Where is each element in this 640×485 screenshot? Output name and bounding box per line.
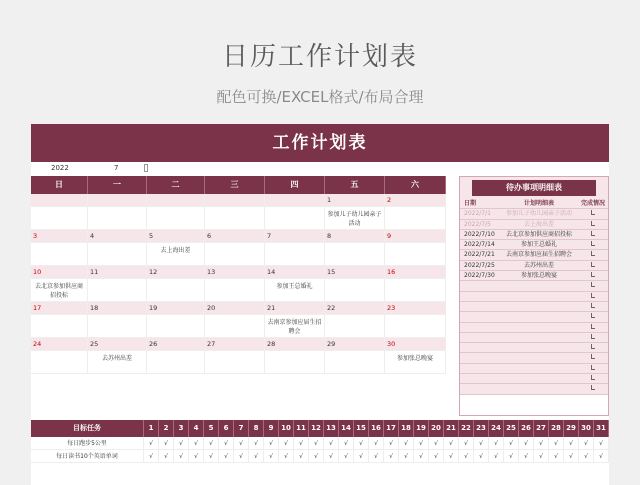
todo-row xyxy=(460,374,608,384)
checkbox-icon[interactable] xyxy=(591,313,595,318)
goal-check[interactable]: √ xyxy=(519,437,534,450)
goal-check[interactable]: √ xyxy=(294,450,309,463)
goal-check[interactable]: √ xyxy=(249,450,264,463)
goal-day-header: 13 xyxy=(324,420,339,437)
goal-day-header: 17 xyxy=(384,420,399,437)
day-number[interactable]: 15 xyxy=(325,266,385,279)
goal-check[interactable]: √ xyxy=(579,437,594,450)
goal-day-header: 24 xyxy=(489,420,504,437)
checkbox-icon[interactable] xyxy=(591,210,595,215)
page-subtitle: 配色可换/EXCEL格式/布局合理 xyxy=(216,88,424,106)
day-number[interactable]: 25 xyxy=(88,338,147,351)
goal-check[interactable]: √ xyxy=(234,450,249,463)
goal-day-header: 29 xyxy=(564,420,579,437)
goal-check[interactable]: √ xyxy=(504,450,519,463)
goal-check[interactable]: √ xyxy=(264,437,279,450)
goal-check[interactable]: √ xyxy=(489,437,504,450)
goal-check[interactable]: √ xyxy=(579,450,594,463)
goal-day-header: 20 xyxy=(429,420,444,437)
todo-date xyxy=(460,292,500,301)
checkbox-icon[interactable] xyxy=(591,293,595,298)
todo-date xyxy=(460,333,500,342)
goal-header: 目标任务 xyxy=(31,420,144,437)
todo-date xyxy=(460,374,500,383)
goal-check[interactable]: √ xyxy=(234,437,249,450)
day-event[interactable] xyxy=(205,279,265,302)
todo-date xyxy=(460,312,500,321)
day-number[interactable]: 6 xyxy=(205,230,265,243)
todo-row xyxy=(460,271,608,281)
goal-day-header: 2 xyxy=(159,420,174,437)
goal-day-header: 22 xyxy=(459,420,474,437)
todo-item xyxy=(500,292,578,301)
todo-row xyxy=(460,209,608,219)
goal-check[interactable]: √ xyxy=(444,450,459,463)
day-number[interactable]: 11 xyxy=(88,266,147,279)
todo-item xyxy=(500,353,578,362)
todo-header: 完成情况 xyxy=(580,200,605,207)
day-event[interactable] xyxy=(31,351,88,374)
todo-date xyxy=(460,364,500,373)
todo-date: 2022/7/10 xyxy=(464,230,495,238)
calendar-grid xyxy=(31,176,446,374)
day-number[interactable]: 8 xyxy=(325,230,385,243)
day-number[interactable]: 1 xyxy=(325,194,385,207)
goal-check[interactable]: √ xyxy=(174,450,189,463)
day-event[interactable] xyxy=(88,243,147,266)
todo-item xyxy=(500,374,578,383)
todo-row xyxy=(460,353,608,363)
weekday-header: 六 xyxy=(385,176,446,194)
todo-date: 2022/7/5 xyxy=(464,220,491,228)
page-title: 日历工作计划表 xyxy=(221,42,418,72)
goal-check[interactable]: √ xyxy=(384,437,399,450)
day-number[interactable]: 21 xyxy=(265,302,325,315)
goal-day-header: 16 xyxy=(369,420,384,437)
todo-header: 计划明细表 xyxy=(523,200,554,207)
day-number[interactable]: 18 xyxy=(88,302,147,315)
checkbox-icon[interactable] xyxy=(591,272,595,277)
todo-row xyxy=(460,384,608,394)
day-number[interactable]: 29 xyxy=(325,338,385,351)
checkbox-icon[interactable] xyxy=(591,303,595,308)
checkbox-icon[interactable] xyxy=(591,282,595,287)
goal-day-header: 1 xyxy=(144,420,159,437)
day-event[interactable] xyxy=(265,243,325,266)
goal-day-header: 8 xyxy=(249,420,264,437)
day-event[interactable]: 参加王总婚礼 xyxy=(265,279,325,302)
goal-check[interactable]: √ xyxy=(204,450,219,463)
goal-check[interactable]: √ xyxy=(144,437,159,450)
day-number[interactable]: 13 xyxy=(205,266,265,279)
goal-check[interactable]: √ xyxy=(204,437,219,450)
todo-title: 待办事项明细表 xyxy=(472,180,596,196)
goal-check[interactable]: √ xyxy=(504,437,519,450)
day-event[interactable] xyxy=(88,279,147,302)
day-event[interactable] xyxy=(265,351,325,374)
todo-date xyxy=(460,384,500,393)
goal-check[interactable]: √ xyxy=(594,450,609,463)
todo-item: 参加张总晚宴 xyxy=(520,272,557,280)
todo-row xyxy=(460,302,608,312)
day-event[interactable] xyxy=(31,243,88,266)
goal-check[interactable]: √ xyxy=(354,437,369,450)
goal-check[interactable]: √ xyxy=(219,437,234,450)
todo-date xyxy=(460,281,500,290)
goal-day-header: 23 xyxy=(474,420,489,437)
goal-check[interactable]: √ xyxy=(429,437,444,450)
todo-row xyxy=(460,333,608,343)
weekday-header: 四 xyxy=(265,176,325,194)
checkbox-icon[interactable] xyxy=(591,231,595,236)
day-event[interactable] xyxy=(205,351,265,374)
goal-task: 每日读书10个英语单词 xyxy=(31,450,144,463)
checkbox-icon[interactable] xyxy=(591,262,595,267)
goal-check[interactable]: √ xyxy=(279,437,294,450)
goal-check[interactable]: √ xyxy=(549,450,564,463)
day-number[interactable]: 7 xyxy=(265,230,325,243)
goal-check[interactable]: √ xyxy=(414,437,429,450)
weekday-header: 五 xyxy=(325,176,385,194)
day-number[interactable]: 4 xyxy=(88,230,147,243)
day-event[interactable] xyxy=(88,207,147,230)
todo-row xyxy=(460,220,608,230)
day-number[interactable]: 16 xyxy=(385,266,446,279)
day-number[interactable]: 12 xyxy=(147,266,205,279)
goal-day-header: 15 xyxy=(354,420,369,437)
goal-check[interactable]: √ xyxy=(444,437,459,450)
todo-date xyxy=(460,302,500,311)
goal-day-header: 26 xyxy=(519,420,534,437)
day-number[interactable]: 22 xyxy=(325,302,385,315)
goal-check[interactable]: √ xyxy=(339,450,354,463)
goal-check[interactable]: √ xyxy=(159,437,174,450)
goal-check[interactable]: √ xyxy=(339,437,354,450)
day-event[interactable] xyxy=(385,207,446,230)
day-event[interactable] xyxy=(325,315,385,338)
checkbox-icon[interactable] xyxy=(591,365,595,370)
todo-item xyxy=(500,302,578,311)
day-event[interactable] xyxy=(147,315,205,338)
day-event[interactable]: 去上海出差 xyxy=(147,243,205,266)
todo-date xyxy=(460,353,500,362)
goal-check[interactable]: √ xyxy=(474,437,489,450)
todo-item xyxy=(500,384,578,393)
goal-day-header: 3 xyxy=(174,420,189,437)
goal-check[interactable]: √ xyxy=(564,450,579,463)
goal-day-header: 25 xyxy=(504,420,519,437)
goal-task: 每日跑步5公里 xyxy=(31,437,144,450)
todo-item xyxy=(500,281,578,290)
todo-date: 2022/7/21 xyxy=(464,251,495,259)
day-number[interactable]: 30 xyxy=(385,338,446,351)
day-number[interactable]: 14 xyxy=(265,266,325,279)
todo-row xyxy=(460,281,608,291)
goal-day-header: 4 xyxy=(189,420,204,437)
todo-panel xyxy=(459,176,609,416)
day-event[interactable] xyxy=(31,315,88,338)
goal-check[interactable]: √ xyxy=(534,450,549,463)
goal-day-header: 7 xyxy=(234,420,249,437)
goal-check[interactable]: √ xyxy=(594,437,609,450)
goal-check[interactable]: √ xyxy=(189,450,204,463)
todo-item: 去上海出差 xyxy=(523,220,554,228)
goal-check[interactable]: √ xyxy=(489,450,504,463)
goal-day-header: 10 xyxy=(279,420,294,437)
day-event[interactable] xyxy=(147,207,205,230)
goal-check[interactable]: √ xyxy=(279,450,294,463)
todo-row xyxy=(460,240,608,250)
goal-check[interactable]: √ xyxy=(369,450,384,463)
goal-day-header: 28 xyxy=(549,420,564,437)
day-number[interactable]: 26 xyxy=(147,338,205,351)
goal-check[interactable]: √ xyxy=(369,437,384,450)
day-event[interactable] xyxy=(325,279,385,302)
todo-item xyxy=(500,343,578,352)
checkbox-icon[interactable] xyxy=(591,375,595,380)
day-number[interactable]: 23 xyxy=(385,302,446,315)
goal-check[interactable]: √ xyxy=(219,450,234,463)
goal-table xyxy=(31,420,609,463)
day-event[interactable]: 去南京参加应届生招聘会 xyxy=(265,315,325,338)
todo-date xyxy=(460,323,500,332)
goal-check[interactable]: √ xyxy=(474,450,489,463)
goal-day-header: 18 xyxy=(399,420,414,437)
day-number[interactable] xyxy=(265,194,325,207)
todo-item xyxy=(500,323,578,332)
todo-item: 去苏州出差 xyxy=(523,261,554,269)
checkbox-icon[interactable] xyxy=(591,385,595,390)
goal-check[interactable]: √ xyxy=(324,450,339,463)
checkbox-icon[interactable] xyxy=(591,344,595,349)
day-event[interactable] xyxy=(147,279,205,302)
day-number[interactable] xyxy=(205,194,265,207)
goal-check[interactable]: √ xyxy=(399,437,414,450)
goal-check[interactable]: √ xyxy=(459,450,474,463)
day-event[interactable] xyxy=(325,351,385,374)
todo-row xyxy=(460,364,608,374)
day-number[interactable]: 9 xyxy=(385,230,446,243)
goal-check[interactable]: √ xyxy=(429,450,444,463)
todo-item: 去南京参加应届生招聘会 xyxy=(505,251,572,259)
todo-row xyxy=(460,292,608,302)
todo-date: 2022/7/30 xyxy=(464,272,495,280)
goal-check[interactable]: √ xyxy=(564,437,579,450)
day-number[interactable]: 27 xyxy=(205,338,265,351)
goal-day-header: 27 xyxy=(534,420,549,437)
month-spinner-icon[interactable] xyxy=(144,164,148,172)
todo-row xyxy=(460,261,608,271)
todo-row xyxy=(460,343,608,353)
day-number[interactable]: 17 xyxy=(31,302,88,315)
goal-check[interactable]: √ xyxy=(534,437,549,450)
weekday-header: 三 xyxy=(205,176,265,194)
todo-date xyxy=(460,343,500,352)
day-number[interactable]: 2 xyxy=(385,194,446,207)
todo-date: 2022/7/1 xyxy=(464,210,491,218)
goal-day-header: 11 xyxy=(294,420,309,437)
todo-row xyxy=(460,312,608,322)
goal-day-header: 12 xyxy=(309,420,324,437)
day-number[interactable]: 19 xyxy=(147,302,205,315)
day-event[interactable] xyxy=(325,243,385,266)
checkbox-icon[interactable] xyxy=(591,221,595,226)
todo-header: 日期 xyxy=(464,200,477,207)
goal-day-header: 21 xyxy=(444,420,459,437)
todo-item xyxy=(500,333,578,342)
day-event[interactable]: 去苏州出差 xyxy=(88,351,147,374)
todo-item: 参加王总婚礼 xyxy=(520,241,557,249)
checkbox-icon[interactable] xyxy=(591,324,595,329)
checkbox-icon[interactable] xyxy=(591,241,595,246)
todo-date: 2022/7/14 xyxy=(464,241,495,249)
weekday-header: 日 xyxy=(31,176,88,194)
day-event[interactable]: 参加张总晚宴 xyxy=(385,351,446,374)
day-number[interactable] xyxy=(88,194,147,207)
goal-check[interactable]: √ xyxy=(354,450,369,463)
day-event[interactable] xyxy=(205,315,265,338)
todo-row xyxy=(460,250,608,260)
day-number[interactable]: 10 xyxy=(31,266,88,279)
goal-check[interactable]: √ xyxy=(324,437,339,450)
todo-item: 去北京参加供应商招投标 xyxy=(505,230,572,238)
todo-item xyxy=(500,312,578,321)
goal-check[interactable]: √ xyxy=(174,437,189,450)
checkbox-icon[interactable] xyxy=(591,334,595,339)
day-event[interactable] xyxy=(31,207,88,230)
goal-check[interactable]: √ xyxy=(414,450,429,463)
goal-check[interactable]: √ xyxy=(384,450,399,463)
todo-row xyxy=(460,323,608,333)
day-number[interactable]: 24 xyxy=(31,338,88,351)
sheet-banner: 工作计划表 xyxy=(31,124,609,162)
day-event[interactable] xyxy=(147,351,205,374)
todo-item xyxy=(500,364,578,373)
day-number[interactable]: 5 xyxy=(147,230,205,243)
goal-check[interactable]: √ xyxy=(144,450,159,463)
day-event[interactable] xyxy=(205,207,265,230)
weekday-header: 一 xyxy=(88,176,147,194)
day-event[interactable]: 去北京参加供应商招投标 xyxy=(31,279,88,302)
spreadsheet xyxy=(31,124,609,485)
todo-item: 参加儿子幼儿园亲子活动 xyxy=(505,210,572,218)
day-number[interactable] xyxy=(147,194,205,207)
day-number[interactable]: 20 xyxy=(205,302,265,315)
todo-row xyxy=(460,230,608,240)
goal-day-header: 30 xyxy=(579,420,594,437)
goal-day-header: 6 xyxy=(219,420,234,437)
checkbox-icon[interactable] xyxy=(591,354,595,359)
day-event[interactable] xyxy=(265,207,325,230)
day-event[interactable] xyxy=(88,315,147,338)
goal-check[interactable]: √ xyxy=(159,450,174,463)
day-event[interactable] xyxy=(385,243,446,266)
goal-check[interactable]: √ xyxy=(309,450,324,463)
goal-check[interactable]: √ xyxy=(264,450,279,463)
goal-check[interactable]: √ xyxy=(294,437,309,450)
month-cell[interactable]: 7 xyxy=(114,164,119,172)
weekday-header: 二 xyxy=(147,176,205,194)
goal-day-header: 9 xyxy=(264,420,279,437)
todo-date: 2022/7/25 xyxy=(464,261,495,269)
day-number[interactable]: 28 xyxy=(265,338,325,351)
checkbox-icon[interactable] xyxy=(591,251,595,256)
day-number[interactable] xyxy=(31,194,88,207)
goal-check[interactable]: √ xyxy=(249,437,264,450)
goal-check[interactable]: √ xyxy=(189,437,204,450)
goal-day-header: 5 xyxy=(204,420,219,437)
goal-check[interactable]: √ xyxy=(519,450,534,463)
goal-check[interactable]: √ xyxy=(549,437,564,450)
goal-check[interactable]: √ xyxy=(459,437,474,450)
day-event[interactable] xyxy=(385,315,446,338)
year-cell[interactable]: 2022 xyxy=(51,164,69,172)
day-event[interactable] xyxy=(385,279,446,302)
goal-check[interactable]: √ xyxy=(399,450,414,463)
goal-day-header: 14 xyxy=(339,420,354,437)
goal-check[interactable]: √ xyxy=(309,437,324,450)
day-number[interactable]: 3 xyxy=(31,230,88,243)
goal-day-header: 19 xyxy=(414,420,429,437)
day-event[interactable]: 参加儿子幼儿园亲子活动 xyxy=(325,207,385,230)
goal-day-header: 31 xyxy=(594,420,609,437)
day-event[interactable] xyxy=(205,243,265,266)
